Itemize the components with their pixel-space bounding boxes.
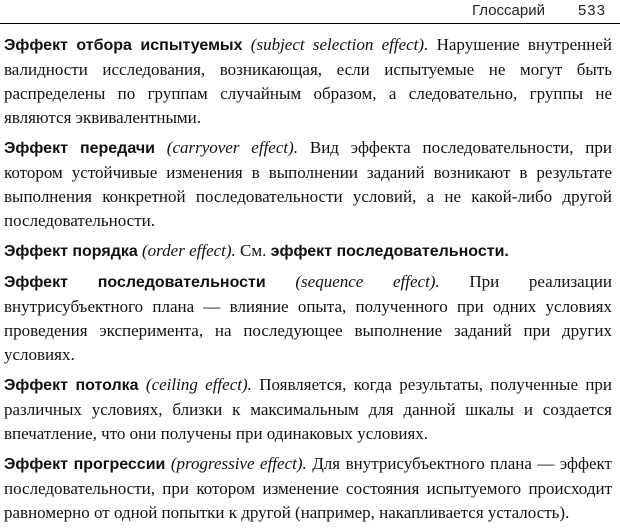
entry-term: Эффект прогрессии: [4, 456, 166, 473]
entry-english-term: (order effect).: [142, 241, 236, 260]
entry-english-term: (subject selection effect).: [250, 35, 429, 54]
glossary-entry: [4, 136, 612, 233]
glossary-entry: [4, 373, 612, 446]
entry-term: Эффект потолка: [4, 377, 139, 394]
page-number: 533: [577, 2, 606, 19]
header-rule: [0, 23, 620, 24]
glossary-entries: [4, 33, 612, 531]
entry-definition: Нарушение внутренней валидности исследования, возникающая, если испытуемые не могут быть распределены по группам случайным образом, а следовательно, группы не являются эквивалентными.: [4, 35, 613, 127]
running-header-section: Глоссарий: [472, 2, 545, 19]
entry-term: Эффект порядка: [4, 243, 138, 260]
entry-term: Эффект передачи: [4, 140, 155, 157]
entry-definition: Вид эффекта последовательности, при котором устойчивые изменения в выполнении заданий возникают в результате выполнения конкретной последовательности условий, а не какой-либо другой последовательности.: [4, 138, 612, 230]
entry-definition: Для внутрисубъектного плана — эффект последовательности, при котором изменение состояния испытуемого происходит равномерно от одной попытки к другой (например, накапливается усталость).: [4, 454, 612, 522]
entry-english-term: (carryover effect).: [166, 138, 299, 157]
entry-term: Эффект последовательности: [4, 274, 266, 291]
glossary-entry: [4, 239, 612, 264]
page-header: [0, 0, 620, 26]
entry-definition: См.: [235, 241, 271, 260]
glossary-entry: [4, 270, 612, 367]
entry-english-term: (progressive effect).: [170, 454, 307, 473]
entry-term: Эффект отбора испытуемых: [4, 37, 243, 54]
entry-see-reference: эффект последовательности.: [270, 243, 509, 260]
entry-english-term: (ceiling effect).: [145, 375, 252, 394]
entry-definition: Появляется, когда результаты, полученные при различных условиях, близки к максимальным для данной шкалы и создается впечатление, что они получены при одинаковых условиях.: [4, 375, 613, 443]
entry-english-term: (sequence effect).: [295, 272, 440, 291]
glossary-entry: [4, 33, 612, 130]
glossary-entry: [4, 452, 612, 525]
entry-definition: При реализации внутрисубъектного плана — влияние опыта, полученного при одних условиях проведения эксперимента, на последующее выполнение заданий при других условиях.: [4, 272, 612, 364]
